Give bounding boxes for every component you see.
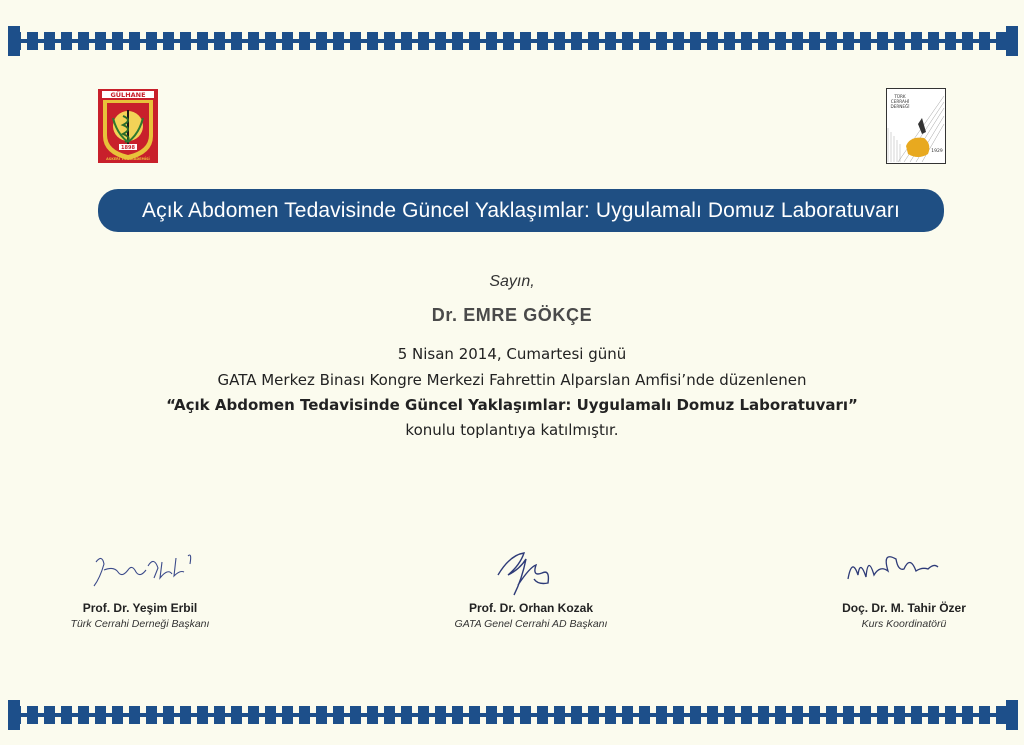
signatory-role: GATA Genel Cerrahi AD Başkanı — [454, 618, 608, 630]
salutation: Sayın, — [489, 273, 535, 290]
signatory-1 — [10, 601, 270, 630]
gulhane-logo — [97, 88, 159, 164]
gulhane-logo-year: 1898 — [121, 145, 135, 151]
signatory-3 — [774, 601, 1024, 630]
recipient-name: Dr. EMRE GÖKÇE — [431, 305, 593, 325]
top-border — [10, 32, 1016, 50]
top-border-left-cap — [8, 26, 20, 56]
title-banner — [98, 189, 944, 232]
signature-erbil — [88, 548, 198, 596]
signatory-role: Kurs Koordinatörü — [861, 618, 947, 630]
tcd-logo-line-1: TÜRK — [894, 94, 906, 99]
signature-ozer — [838, 545, 948, 591]
top-border-right-cap — [1006, 26, 1018, 56]
signatory-name: Doç. Dr. M. Tahir Özer — [842, 601, 966, 615]
signatory-2 — [401, 601, 661, 630]
signatory-name: Prof. Dr. Yeşim Erbil — [82, 601, 198, 615]
tcd-logo-line-3: DERNEĞİ — [890, 104, 910, 109]
gulhane-logo-top-text: GÜLHANE — [110, 91, 146, 99]
date-line: 5 Nisan 2014, Cumartesi günü — [397, 345, 627, 363]
tcd-logo-year: 1929 — [931, 149, 943, 154]
closing-line: konulu toplantıya katılmıştır. — [405, 421, 619, 439]
signatory-role: Türk Cerrahi Derneği Başkanı — [70, 618, 210, 630]
course-title: Açık Abdomen Tedavisinde Güncel Yaklaşımlar: Uygulamalı Domuz Laboratuvarı — [142, 198, 900, 222]
signature-kozak — [490, 545, 560, 607]
turk-cerrahi-dernegi-logo — [886, 88, 946, 164]
gulhane-logo-bottom-text: ASKERİ TIP AKADEMİSİ — [106, 157, 150, 161]
bottom-border-left-cap — [8, 700, 20, 730]
bottom-border-right-cap — [1006, 700, 1018, 730]
bottom-border — [10, 706, 1016, 724]
signatory-name: Prof. Dr. Orhan Kozak — [468, 601, 594, 615]
tcd-logo-line-2: CERRAHİ — [890, 99, 910, 104]
bottom-border-line — [10, 713, 1016, 717]
venue-line: GATA Merkez Binası Kongre Merkezi Fahrettin Alparslan Amfisi’nde düzenlenen — [217, 371, 807, 389]
top-border-line — [10, 39, 1016, 43]
event-title-line: “Açık Abdomen Tedavisinde Güncel Yaklaşımlar: Uygulamalı Domuz Laboratuvarı” — [166, 396, 858, 414]
